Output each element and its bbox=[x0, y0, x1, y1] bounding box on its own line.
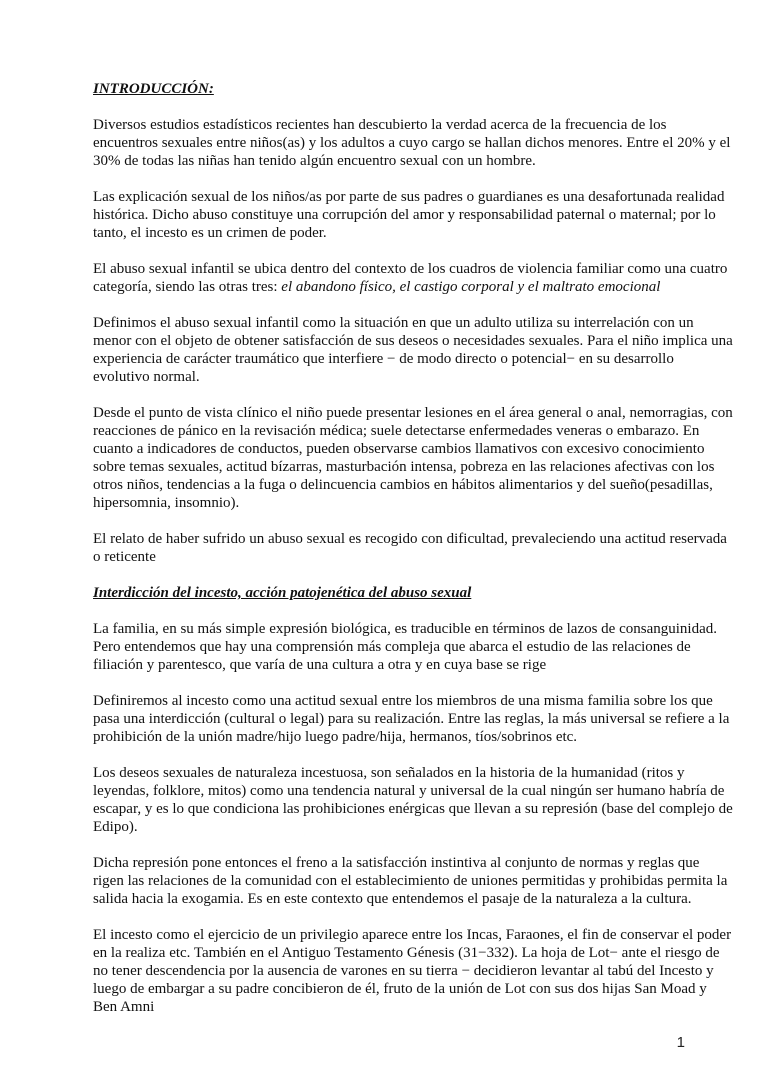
paragraph: Los deseos sexuales de naturaleza incestuosa, son señalados en la historia de la humanidad (ritos y leyendas, folklore, mitos) como una tendencia natural y universal de la cual ningún ser humano habría de escapar, y es lo que condiciona las prohibiciones enérgicas que llevan a su represión (base del complejo de Edipo). bbox=[93, 765, 733, 835]
paragraph: Las explicación sexual de los niños/as por parte de sus padres o guardianes es una desafortunada realidad histórica. Dicho abuso constituye una corrupción del amor y responsabilidad paternal o maternal; por lo tanto, el incesto es un crimen de poder. bbox=[93, 189, 725, 241]
paragraph: El incesto como el ejercicio de un privilegio aparece entre los Incas, Faraones, el fin de conservar el poder en la realiza etc. También en el Antiguo Testamento Génesis (31−332). La hoja de Lot− ante el riesgo de no tener descendencia por la ausencia de varones en su tierra − decidieron levantar al tabú del Incesto y luego de embargar a su padre concibieron de él, fruto de la unión de Lot con sus dos hijas San Moad y Ben Amni bbox=[93, 927, 732, 1015]
paragraph: El relato de haber sufrido un abuso sexual es recogido con dificultad, prevaleciendo una actitud reservada o reticente bbox=[93, 531, 727, 565]
paragraph: Diversos estudios estadísticos recientes han descubierto la verdad acerca de la frecuencia de los encuentros sexuales entre niños(as) y los adultos a cuyo cargo se hallan dichos menores. Entre el 20% y el 30% de todas las niñas han tenido algún encuentro sexual con un hombre. bbox=[93, 117, 731, 169]
heading-introduccion: INTRODUCCIÓN: bbox=[93, 81, 214, 97]
paragraph: La familia, en su más simple expresión biológica, es traducible en términos de lazos de consanguinidad. Pero entendemos que hay una comprensión más compleja que abarca el estudio de las relaciones de filiación y parentesco, que varía de una cultura a otra y en cuya base se rige bbox=[93, 621, 717, 673]
paragraph-italic-list: el abandono físico, el castigo corporal y el maltrato emocional bbox=[281, 279, 661, 295]
paragraph-categories bbox=[93, 260, 733, 296]
paragraph-text: El abuso sexual infantil se ubica dentro del contexto de los cuadros de violencia familiar como una cuatro categoría, siendo las otras tres: bbox=[93, 261, 728, 295]
paragraph: Definiremos al incesto como una actitud sexual entre los miembros de una misma familia sobre los que pasa una interdicción (cultural o legal) para su realización. Entre las reglas, la más universal se refiere a la prohibición de la unión madre/hijo luego padre/hija, hermanos, tíos/sobrinos etc. bbox=[93, 693, 730, 745]
paragraph: Desde el punto de vista clínico el niño puede presentar lesiones en el área general o anal, nemorragias, con reacciones de pánico en la revisación médica; suele detectarse enfermedades veneras o embarazo. En cuanto a indicadores de conductos, pueden observarse cambios llamativos con excesivo conocimiento sobre temas sexuales, actitud bízarras, masturbación intensa, pobreza en las relaciones afectivas con los otros niños, tendencias a la fuga o delincuencia cambios en hábitos alimentarios y del sueño(pesadillas, hipersomnia, insomnio). bbox=[93, 405, 733, 511]
page-number-row bbox=[93, 1034, 733, 1052]
paragraph: Definimos el abuso sexual infantil como la situación en que un adulto utiliza su interrelación con un menor con el objeto de obtener satisfacción de sus deseos o necesidades sexuales. Para el niño implica una experiencia de carácter traumático que interfiere − de modo directo o potencial− en su desarrollo evolutivo normal. bbox=[93, 315, 733, 385]
page-number: 1 bbox=[676, 1034, 685, 1051]
heading-interdiccion: Interdicción del incesto, acción patojenética del abuso sexual bbox=[93, 585, 472, 601]
paragraph: Dicha represión pone entonces el freno a la satisfacción instintiva al conjunto de normas y reglas que rigen las relaciones de la comunidad con el establecimiento de uniones permitidas y prohibidas permita la salida hacia la exogamia. Es en este contexto que entendemos el pasaje de la naturaleza a la cultura. bbox=[93, 855, 728, 907]
